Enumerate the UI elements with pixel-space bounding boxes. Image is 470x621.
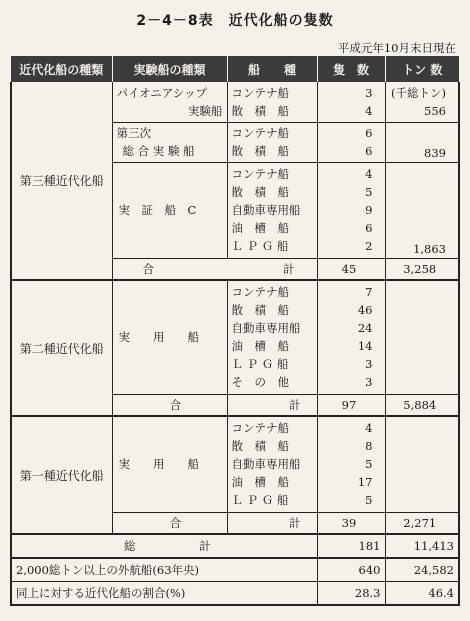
ship-type: 自動車専用船 (231, 321, 301, 336)
grand-total-count: 181 (317, 534, 385, 558)
demo-tonnage (385, 162, 459, 258)
subtotal-count: 97 (317, 394, 385, 416)
grand-total-tonnage: 11,413 (385, 534, 459, 558)
ship-count: 2 (365, 239, 373, 253)
ship-type: そ の 他 (231, 375, 289, 390)
header-count: 隻 数 (317, 56, 385, 82)
subtotal-label-right-cell (227, 512, 317, 534)
header-row (11, 56, 459, 82)
header-experiment: 実験船の種類 (112, 56, 227, 82)
subtotal-tonnage: 2,271 (385, 512, 459, 534)
pioneer-tonnage (385, 82, 459, 122)
ship-type: コンテナ船 (231, 85, 289, 100)
third-types (227, 122, 317, 162)
ratio-count: 28.3 (317, 582, 385, 606)
tonnage-unit: (千総トン) (391, 85, 446, 100)
subtotal-label-right: 計 (289, 397, 301, 412)
ship-count: 3 (365, 357, 373, 372)
tonnage-value: 839 (424, 145, 446, 160)
ship-type: 油 槽 船 (231, 221, 289, 235)
ship-count: 4 (365, 167, 373, 181)
ship-count: 5 (365, 457, 373, 472)
category-2-label: 第二種近代化船 (11, 280, 112, 416)
ship-type: 散 積 船 (231, 185, 289, 199)
ship-type: 自動車専用船 (231, 457, 301, 472)
ship-type: コンテナ船 (231, 285, 289, 300)
grand-total-label-right: 計 (199, 539, 211, 553)
ship-count: 5 (365, 185, 373, 199)
third-tonnage (385, 122, 459, 162)
ship-count: 9 (365, 203, 373, 217)
subtotal-label-left: 合 (169, 397, 182, 412)
category-2-tonnage-blank (385, 280, 459, 394)
ship-count: 6 (365, 126, 373, 140)
table-title: 2－4－8表 近代化船の隻数 (136, 13, 334, 29)
subtotal-tonnage: 5,884 (385, 394, 459, 416)
category-2-experiment: 実 用 船 (112, 280, 227, 394)
subtotal-count: 39 (317, 512, 385, 534)
ocean-going-label: 2,000総トン以上の外航船(63年央) (11, 558, 317, 582)
ship-type: 散 積 船 (231, 103, 289, 118)
tonnage-value: 1,863 (413, 241, 446, 256)
ship-count: 6 (365, 221, 373, 235)
demo-counts (317, 162, 385, 258)
ratio-label: 同上に対する近代化船の割合(%) (11, 582, 317, 606)
ship-count: 8 (365, 439, 373, 454)
ship-count: 46 (357, 303, 373, 318)
subtotal-label-right: 計 (283, 261, 295, 276)
ship-type: 散 積 船 (231, 144, 289, 158)
subtotal-label (112, 512, 227, 534)
header-category: 近代化船の種類 (11, 56, 112, 82)
subtotal-label (112, 258, 317, 280)
category-1-types (227, 416, 317, 512)
ship-type: 油 槽 船 (231, 475, 289, 490)
ship-count: 5 (365, 493, 373, 508)
ship-count: 4 (365, 103, 373, 118)
pioneer-label-2: 実験船 (188, 103, 223, 118)
subtotal-label-left: 合 (169, 515, 182, 530)
grand-total-label-left: 総 (124, 539, 136, 553)
category-1-label: 第一種近代化船 (11, 416, 112, 534)
ship-count: 7 (365, 285, 373, 300)
ship-type: コンテナ船 (231, 167, 289, 181)
subtotal-label-left: 合 (142, 261, 154, 276)
third-experiment (112, 122, 227, 162)
subtotal-label-right-cell (227, 394, 317, 416)
ship-count: 4 (365, 421, 373, 436)
ship-type: コンテナ船 (231, 126, 289, 140)
ship-count: 6 (365, 144, 373, 158)
category-1-experiment: 実 用 船 (112, 416, 227, 512)
grand-total-row (11, 534, 459, 558)
ship-type: 油 槽 船 (231, 339, 289, 354)
as-of-date: 平成元年10月末日現在 (337, 41, 456, 55)
category-1-counts (317, 416, 385, 512)
ocean-going-count: 640 (317, 558, 385, 582)
subtotal-label-right: 計 (289, 515, 301, 530)
modernized-ships-table (10, 56, 460, 606)
ship-type: 散 積 船 (231, 439, 289, 454)
ship-type: Ｌ Ｐ Ｇ 船 (231, 239, 289, 253)
ship-count: 3 (365, 85, 373, 100)
ship-count: 14 (357, 339, 373, 354)
demo-experiment: 実 証 船 C (112, 162, 227, 258)
category-1-row (11, 416, 459, 512)
category-2-types (227, 280, 317, 394)
ocean-going-tonnage: 24,582 (385, 558, 459, 582)
ship-type: コンテナ船 (231, 421, 289, 436)
ratio-row (11, 582, 459, 606)
subtotal-tonnage: 3,258 (385, 258, 459, 280)
demo-types (227, 162, 317, 258)
ship-count: 17 (357, 475, 373, 490)
header-ship-type: 船 種 (227, 56, 317, 82)
ocean-going-row (11, 558, 459, 582)
pioneer-label-1: パイオニアシップ (116, 85, 208, 100)
ship-type: 自動車専用船 (231, 203, 301, 217)
ship-count: 24 (357, 321, 373, 336)
tonnage-value: 556 (424, 103, 446, 118)
ship-type: Ｌ Ｐ Ｇ 船 (231, 493, 289, 508)
category-2-counts (317, 280, 385, 394)
ship-type: 散 積 船 (231, 303, 289, 318)
third-label-1: 第三次 (116, 126, 151, 140)
third-label-2: 総 合 実 験 船 (122, 144, 195, 158)
pioneer-experiment (112, 82, 227, 122)
pioneer-types (227, 82, 317, 122)
category-1-tonnage-blank (385, 416, 459, 512)
ratio-tonnage: 46.4 (385, 582, 459, 606)
pioneer-row (11, 82, 459, 122)
category-3-label: 第三種近代化船 (11, 82, 112, 280)
header-tonnage: トン 数 (385, 56, 459, 82)
ship-type: Ｌ Ｐ Ｇ 船 (231, 357, 289, 372)
ship-count: 3 (365, 375, 373, 390)
third-counts (317, 122, 385, 162)
category-2-row (11, 280, 459, 394)
subtotal-count: 45 (317, 258, 385, 280)
pioneer-counts (317, 82, 385, 122)
grand-total-label (11, 534, 317, 558)
subtotal-label (112, 394, 227, 416)
